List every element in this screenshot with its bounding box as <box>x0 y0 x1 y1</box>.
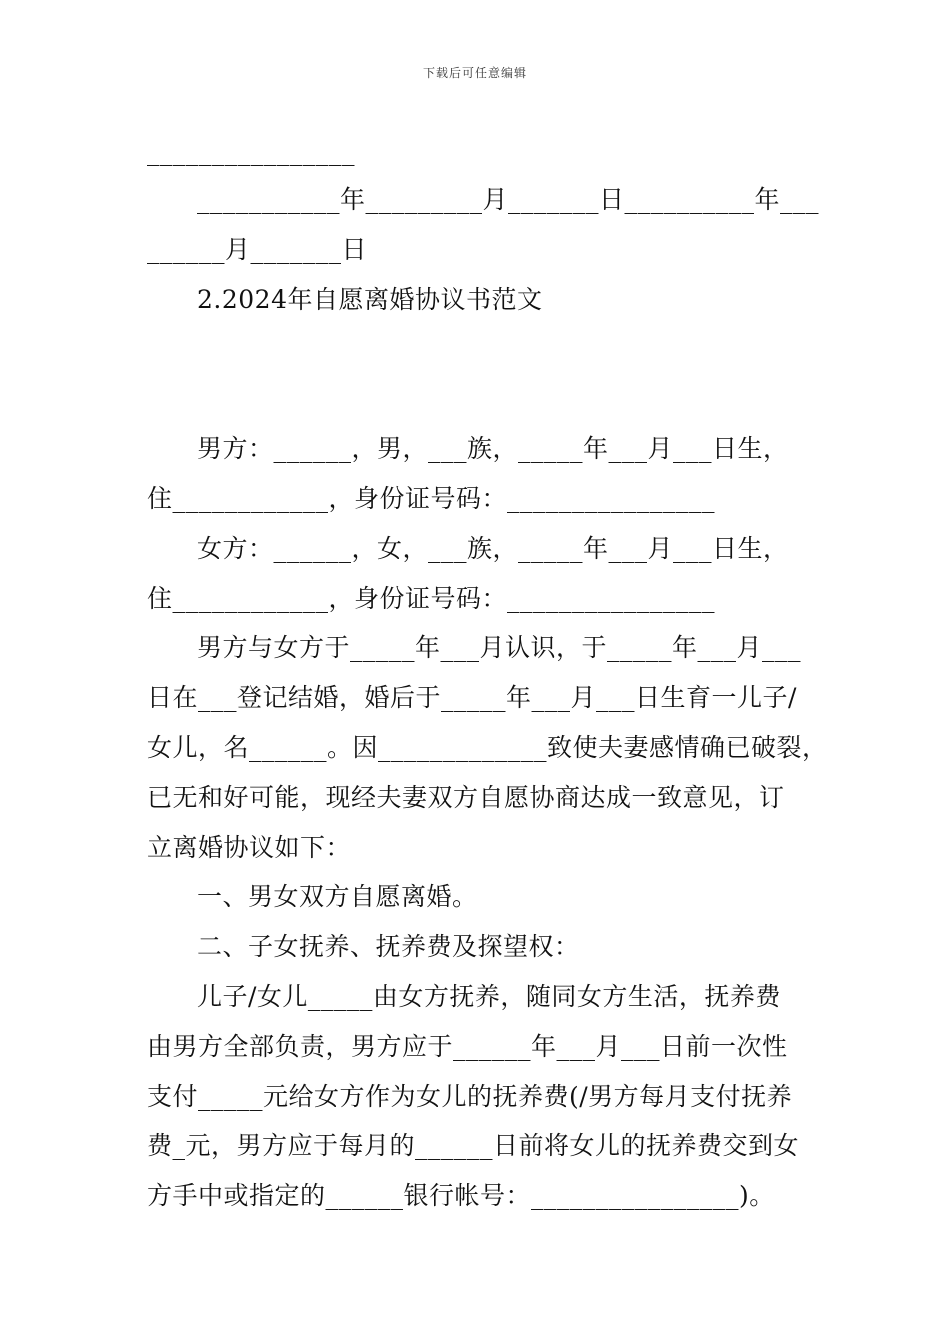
clause-one: 一、男女双方自愿离婚。 <box>197 882 478 911</box>
paragraph-line: 日在___登记结婚，婚后于_____年___月___日生育一儿子/ <box>147 683 797 712</box>
paragraph-line: 立离婚协议如下： <box>147 833 352 862</box>
section-title: 2.2024年自愿离婚协议书范文 <box>197 285 543 314</box>
paragraph-line: 方手中或指定的______银行帐号：________________)。 <box>147 1181 775 1210</box>
date-range-line: ___________年_________月_______日__________年___ <box>197 185 820 214</box>
male-party-address: 住____________，身份证号码：________________ <box>147 484 716 513</box>
clause-two-heading: 二、子女抚养、抚养费及探望权： <box>197 932 580 961</box>
paragraph-line: 已无和好可能，现经夫妻双方自愿协商达成一致意见，订 <box>147 783 785 812</box>
paragraph-line: 由男方全部负责，男方应于______年___月___日前一次性 <box>147 1032 788 1061</box>
page-header: 下载后可任意编辑 <box>422 66 527 80</box>
paragraph-line: 支付_____元给女方作为女儿的抚养费(/男方每月支付抚养 <box>147 1082 793 1111</box>
paragraph-line: 儿子/女儿_____由女方抚养，随同女方生活，抚养费 <box>197 982 781 1011</box>
blank-line: ________________ <box>147 137 355 166</box>
paragraph-line: 费_元，男方应于每月的______日前将女儿的抚养费交到女 <box>147 1131 800 1160</box>
male-party-line: 男方：______，男，___族，_____年___月___日生， <box>197 434 789 463</box>
female-party-line: 女方：______，女，___族，_____年___月___日生， <box>197 534 789 563</box>
paragraph-line: 男方与女方于_____年___月认识，于_____年___月___ <box>197 633 802 662</box>
paragraph-line: 女儿，名______。因_____________致使夫妻感情确已破裂， <box>147 733 828 762</box>
date-range-line-cont: ______月_______日 <box>147 235 368 264</box>
female-party-address: 住____________，身份证号码：________________ <box>147 584 716 613</box>
